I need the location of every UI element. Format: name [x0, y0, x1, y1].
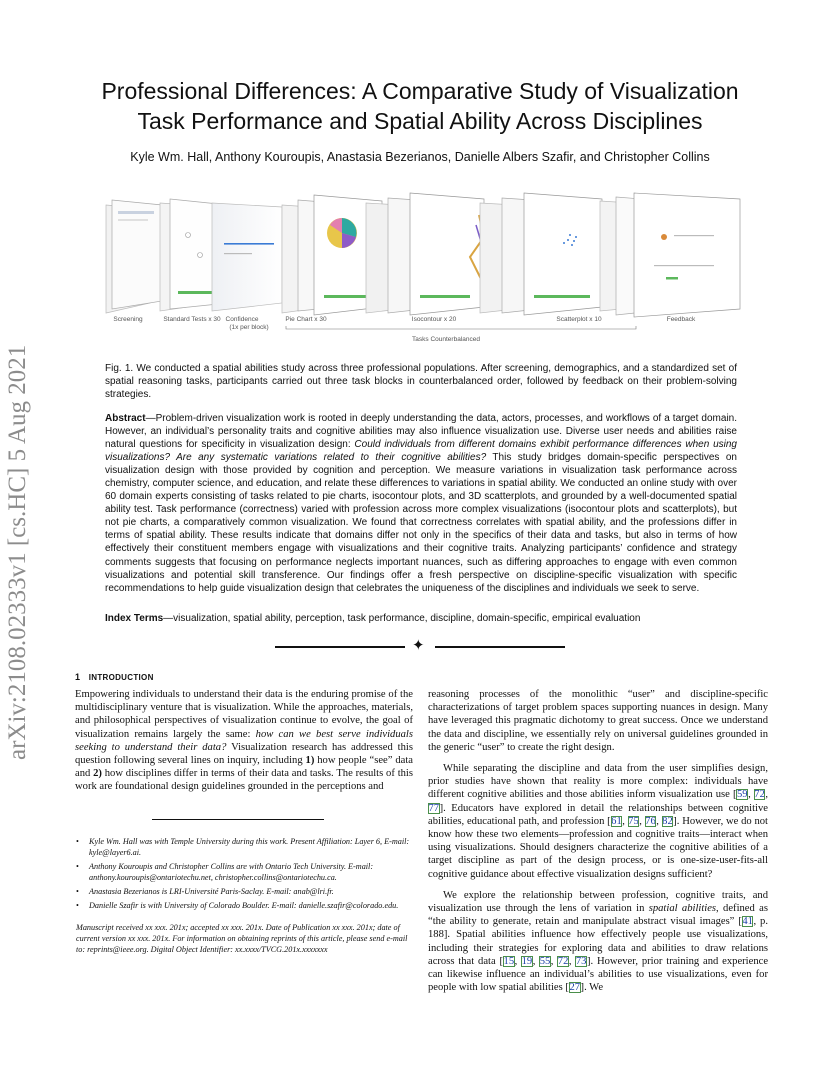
citation-link[interactable]: 72: [557, 955, 569, 967]
label-screening: Screening: [113, 316, 143, 323]
manuscript-note: Manuscript received xx xxx. 201x; accepted xx xxx. 201x. Date of Publication xx xxx. 201x; date of current version xx xxx. 201x. For information on obtaining reprints of this article, please send e-mail to: reprints@ieee.org. Digital Object Identifier: xx.xxxx/TVCG.201x.xxxxxxx: [76, 923, 408, 954]
label-confidence-note: (1x per block): [229, 324, 269, 331]
feedback-screens: [600, 193, 740, 317]
intro-paragraph-2: reasoning processes of the monolithic “user” and discipline-specific characterizations of target problem spaces supporting nuances in design. Many have leveraged this pragmatic dichotomy to great success. Once we understand the data and discipline, we essentially rely on universal guidelines grounded in the generic “user” to create the right design.: [428, 689, 768, 753]
arxiv-identifier: [4, 290, 44, 770]
abstract-text-1: —Problem-driven visualization work is rooted in deeply understanding the data, actors, processes, and workflows of a target domain. However, an individual’s personality traits and cognitive abilities may also influence visualization use. Diverse user needs and abilities raise natural questions for specificity in visualization design:: [105, 413, 737, 451]
label-confidence: Confidence: [225, 316, 259, 323]
section-divider: [275, 638, 565, 654]
footnote-item: • Kyle Wm. Hall was with Temple University during this work. Present Affiliation: Layer 6, E-mail: kyle@layer6.ai.: [76, 836, 414, 858]
title-line-1: Professional Differences: A Comparative Study of Visualization: [101, 78, 739, 104]
citation-link[interactable]: 77: [428, 802, 440, 814]
title-line-2: Task Performance and Spatial Ability Across Disciplines: [137, 108, 703, 134]
citation-link[interactable]: 75: [628, 815, 639, 827]
index-terms-text: —visualization, spatial ability, perception, task performance, discipline, domain-specific, empirical evaluation: [163, 613, 641, 624]
citation-link[interactable]: 55: [539, 955, 551, 967]
abstract-label: Abstract: [105, 413, 146, 424]
counterbalance-bracket: [286, 326, 636, 329]
citation-link[interactable]: 27: [569, 982, 581, 994]
citation-link[interactable]: 82: [662, 815, 673, 827]
label-pie-chart: Pie Chart x 30: [285, 316, 327, 323]
citation-link[interactable]: 19: [521, 955, 533, 967]
section-number: 1: [75, 672, 81, 682]
footnote-rule: [152, 819, 324, 820]
footnote-item: • Anastasia Bezerianos is LRI-Université Paris-Saclay. E-mail: anab@lri.fr.: [76, 886, 414, 897]
citation-link[interactable]: 61: [611, 815, 622, 827]
label-isocontour: Isocontour x 20: [411, 316, 457, 323]
teaser-figure: [104, 185, 744, 350]
citation-link[interactable]: 73: [575, 955, 587, 967]
index-terms: [105, 612, 737, 625]
arxiv-id-text: arXiv:2108.02333v1 [cs.HC] 5 Aug 2021: [4, 344, 31, 760]
index-terms-label: Index Terms: [105, 613, 164, 624]
screening-screen: [106, 200, 162, 313]
intro-paragraph-4: We explore the relationship between profession, cognitive traits, and visualization use through the lens of variation in spatial abilities, defined as “the ability to generate, retain and manipulate abstract visual images” [41, p. 188]. Spatial abilities influence how effectively people use visualizations, including their strategies for exploring data and abilities to draw relations across that data [15, 19, 55, 72, 73]. However, prior training and experience can likewise influence an individual’s abilities to use visualizations, even for people with low spatial abilities [27]. We: [428, 889, 769, 994]
confidence-screen: [212, 203, 282, 311]
paper-title: [80, 76, 760, 136]
label-standard-tests: Standard Tests x 30: [163, 316, 221, 323]
abstract-question: Could individuals from different domains exhibit performance differences when using visualizations? Are any systematic variations related to their cognitive abilities?: [105, 439, 737, 464]
footnotes: [76, 836, 414, 955]
intro-paragraph-1: Empowering individuals to understand their data is the enduring promise of the multidisciplinary venture that is visualization. While the approaches, materials, and philosophical perspectives of visualization continue to evolve, the goal of visualization remains largely the same: how can we best serve individuals seeking to understand their data? Visualization research has addressed this question following several lines on inquiry, including 1) how people “see” data and 2) how disciplines differ in terms of their data and tasks. The results of this work are foundational design guidelines grounded in the perceptions and: [75, 689, 413, 793]
left-column: [75, 688, 413, 794]
abstract: [105, 412, 737, 595]
citation-link[interactable]: 76: [645, 815, 656, 827]
section-heading: [75, 672, 154, 682]
citation-link[interactable]: 59: [736, 789, 748, 801]
footnote-item: • Anthony Kouroupis and Christopher Collins are with Ontario Tech University. E-mail: anthony.kouroupis@ontariotechu.net, christopher.collins@ontariotechu.ca.: [76, 861, 414, 883]
footnote-item: • Danielle Szafir is with University of Colorado Boulder. E-mail: danielle.szafir@colorado.edu.: [76, 900, 414, 911]
scatterplot-screens: [480, 193, 602, 315]
right-column: [428, 688, 768, 994]
label-tasks-counterbalanced: Tasks Counterbalanced: [412, 336, 480, 343]
divider-star-icon: ✦: [412, 636, 425, 654]
label-feedback: Feedback: [666, 316, 696, 323]
isocontour-screens: [366, 193, 484, 315]
figure-caption: Fig. 1. We conducted a spatial abilities study across three professional populations. After screening, demographics, and a standardized set of spatial reasoning tasks, participants carried out three task blocks in counterbalanced order, followed by feedback on their problem-solving strategies.: [105, 363, 737, 400]
label-scatterplot: Scatterplot x 10: [556, 316, 602, 323]
citation-link[interactable]: 72: [754, 789, 765, 801]
intro-paragraph-3: While separating the discipline and data from the user simplifies design, prior studies have shown that reality is more complex: individuals have different cognitive abilities and those abilities inform visualization use [59, 72, 77]. Educators have explored in detail the relationships between cognitive abilities, educational path, and profession [61, 75, 76, 82]. However, we do not know how these two elements—profession and cognitive traits—interact when using visualizations. Should designers characterize the cognitive abilities of a target discipline as part of the design process, or is one-size-user-fits-all cognitive guidance about effective visualization designs sufficient?: [428, 763, 769, 880]
author-list: Kyle Wm. Hall, Anthony Kouroupis, Anastasia Bezerianos, Danielle Albers Szafir, and Christopher Collins: [130, 150, 710, 164]
abstract-text-2: This study bridges domain-specific perspectives on visualization design with those provided by cognition and perception. We measure variations in visualization task performance across chemistry, computer science, and education, and relate these differences to variations in spatial ability. We conducted an online study with over 60 domain experts consisting of tasks related to pie charts, isocontour plots, and 3D scatterplots, and grounded by a well-documented spatial ability test. Task performance (correctness) varied with profession across more complex visualizations (isocontour plots and scatterplots), but not pie charts, a comparatively common visualization. We found that correctness correlates with spatial ability, and the professions differ in terms of spatial ability. These results indicate that domains differ not only in the specifics of their data and tasks, but also in terms of how effectively their constituent members engage with visualizations and their cognitive traits. Analyzing participants’ confidence and strategy comments suggests that focusing on performance neglects important nuances, such as differing approaches to engage with even common visualizations and potential skill transference. Our findings offer a fresh perspective on discipline-specific visualization with specific recommendations to help guide visualization design that celebrates the uniqueness of the disciplines and individuals we seek to serve.: [105, 452, 737, 594]
section-title: INTRODUCTION: [88, 673, 154, 682]
citation-link[interactable]: 41: [742, 916, 753, 928]
citation-link[interactable]: 15: [503, 955, 515, 967]
